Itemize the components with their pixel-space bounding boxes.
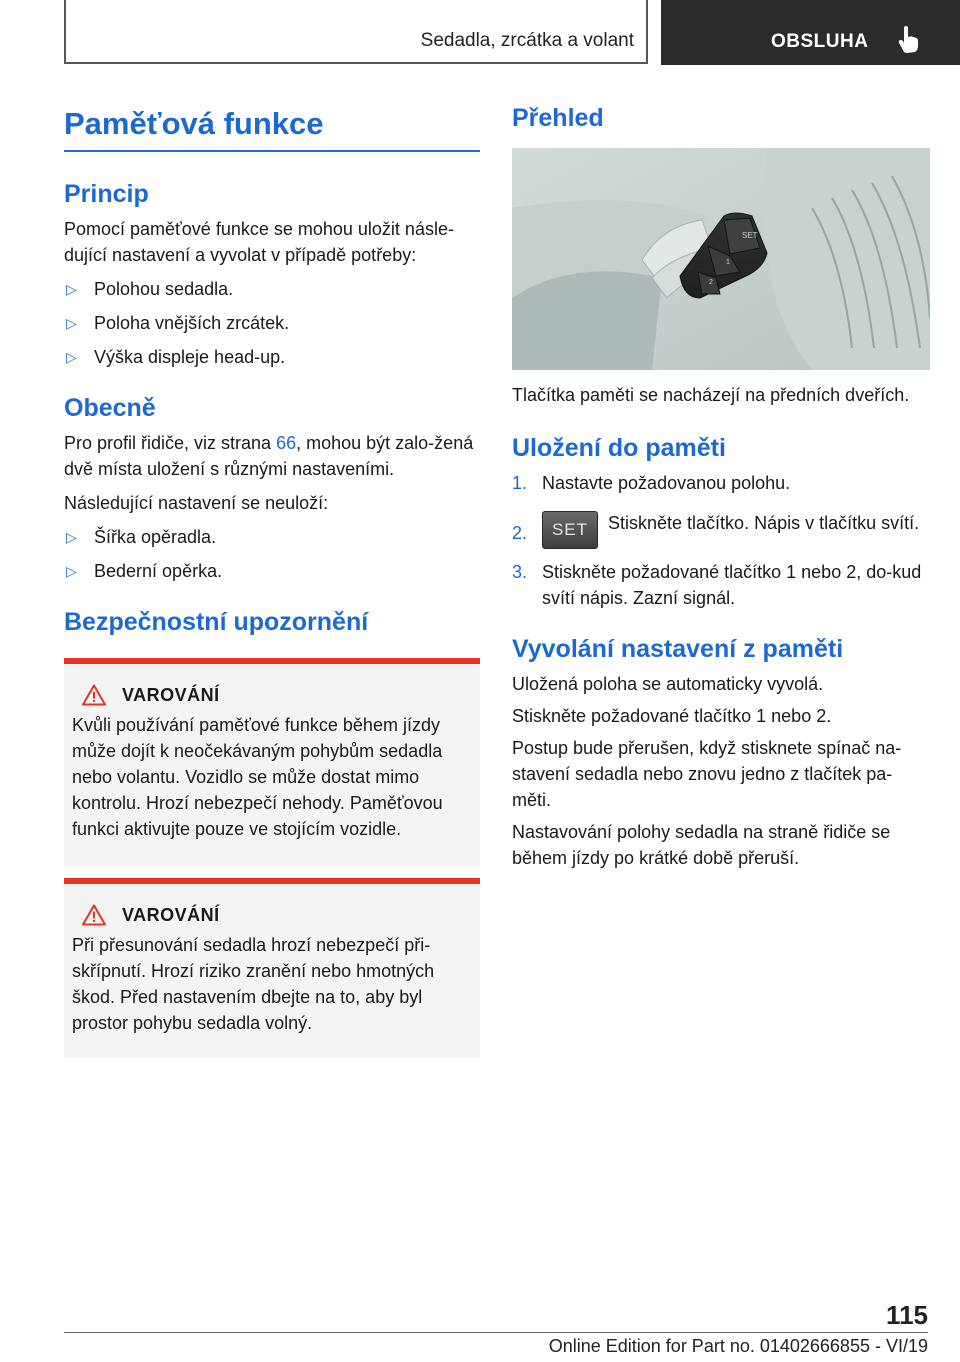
left-column	[64, 100, 480, 1058]
recall-paragraph: Uložená poloha se automaticky vyvolá.	[512, 674, 824, 694]
bullet-triangle-icon: ▷	[66, 349, 77, 365]
footer-edition: Online Edition for Part no. 01402666855 - VI/19	[548, 1336, 928, 1356]
page-number: 115	[886, 1300, 928, 1330]
photo-button-1-label: 1	[726, 259, 730, 266]
obecne-text: Pro profil řidiče, viz strana 66, mohou být zalo‐žená dvě místa uložení s různými nastaveními.	[64, 433, 474, 479]
warning-box	[64, 878, 480, 1058]
list-item: ▷ Poloha vnějších zrcátek.	[64, 310, 480, 336]
list-item: ▷ Výška displeje head-up.	[64, 344, 480, 370]
photo-caption: Tlačítka paměti se nacházejí na předních dveřích.	[512, 385, 910, 405]
set-button-icon: SET	[542, 511, 598, 549]
header-section-box	[64, 0, 648, 64]
save-heading: Uložení do paměti	[512, 434, 726, 462]
page-reference-link[interactable]: 66	[276, 433, 297, 453]
title-rule	[64, 150, 480, 152]
princip-text: Pomocí paměťové funkce se mohou uložit násle‐dující nastavení a vyvolat v případě potřeby:	[64, 219, 454, 265]
photo-set-label: SET	[742, 231, 758, 240]
warning-triangle-icon	[82, 684, 106, 706]
page-title: Paměťová funkce	[64, 106, 324, 141]
step-item: 1. Nastavte požadovanou polohu.	[512, 473, 791, 493]
pointing-hand-icon	[898, 26, 920, 54]
header-section-title: Sedadla, zrcátka a volant	[420, 30, 634, 51]
right-column	[512, 100, 930, 871]
warning-triangle-icon	[82, 904, 106, 926]
bullet-triangle-icon: ▷	[66, 529, 77, 545]
bullet-triangle-icon: ▷	[66, 281, 77, 297]
step-item: 2. SET Stiskněte tlačítko. Nápis v tlačítku svítí.	[512, 510, 930, 549]
footer-rule	[64, 1332, 928, 1333]
header-chapter-title: OBSLUHA	[771, 31, 869, 52]
memory-buttons-photo	[512, 148, 930, 370]
list-item: ▷ Šířka opěradla.	[64, 524, 480, 550]
recall-heading: Vyvolání nastavení z paměti	[512, 635, 844, 663]
warning-box	[64, 658, 480, 866]
overview-heading: Přehled	[512, 104, 604, 132]
recall-paragraph: Stiskněte požadované tlačítko 1 nebo 2.	[512, 706, 832, 726]
step-item: 3. Stiskněte požadované tlačítko 1 nebo 2, do‐kud svítí nápis. Zazní signál.	[512, 562, 922, 608]
list-item: ▷ Polohou sedadla.	[64, 276, 480, 302]
warning-title: VAROVÁNÍ	[82, 684, 472, 706]
photo-button-2-label: 2	[709, 279, 713, 286]
list-item: ▷ Bederní opěrka.	[64, 558, 480, 584]
not-saved-text: Následující nastavení se neuloží:	[64, 493, 329, 513]
header-chapter-tab	[661, 0, 960, 65]
safety-heading: Bezpečnostní upozornění	[64, 608, 369, 636]
bullet-triangle-icon: ▷	[66, 315, 77, 331]
warning-title: VAROVÁNÍ	[82, 904, 472, 926]
bullet-triangle-icon: ▷	[66, 563, 77, 579]
warning-text: Kvůli používání paměťové funkce během jízdy může dojít k neočekávaným pohybům sedadla nebo volantu. Vozidlo se může dostat mimo kontrolu. Hrozí nebezpečí nehody. Paměťovou funkci aktivujte pouze ve stojícím vozidle.	[72, 715, 443, 839]
obecne-heading: Obecně	[64, 394, 156, 422]
recall-paragraph: Postup bude přerušen, když stisknete spínač na‐stavení sedadla nebo znovu jedno z tlačítek pa‐měti.	[512, 738, 902, 810]
recall-paragraph: Nastavování polohy sedadla na straně řidiče se během jízdy po krátké době přeruší.	[512, 822, 891, 868]
princip-heading: Princip	[64, 180, 149, 208]
warning-text: Při přesunování sedadla hrozí nebezpečí při‐skřípnutí. Hrozí riziko zranění nebo hmotných škod. Před nastavením dbejte na to, aby byl prostor pohybu sedadla volný.	[72, 935, 435, 1033]
